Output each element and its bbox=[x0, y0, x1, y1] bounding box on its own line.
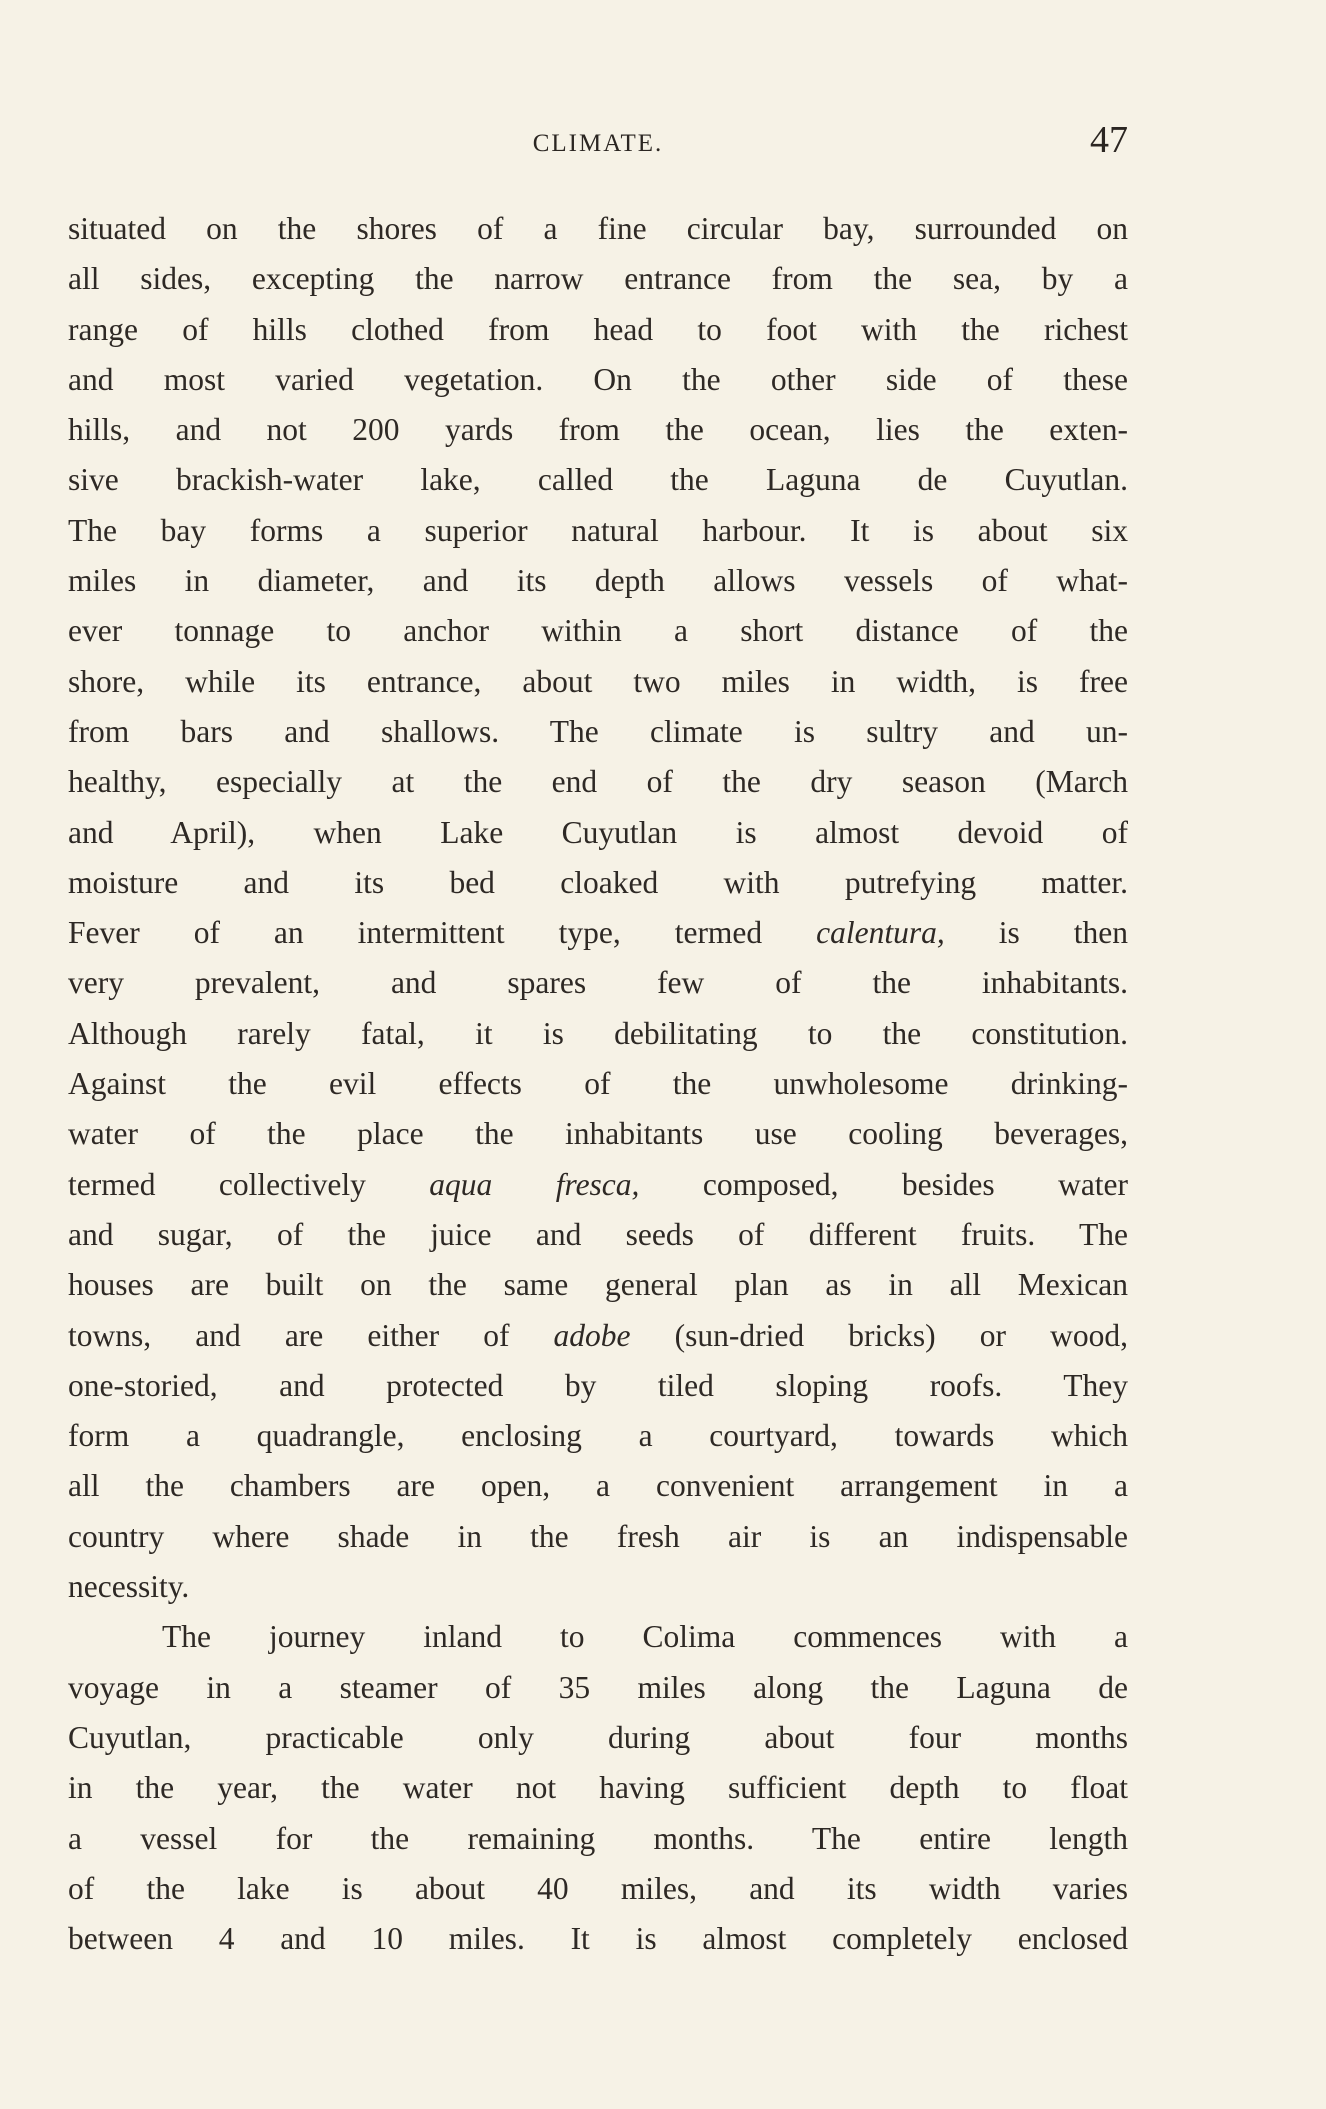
text-line: healthy, especially at the end of the dry season (March bbox=[68, 764, 1128, 800]
page-header bbox=[68, 118, 1128, 168]
text-line: The bay forms a superior natural harbour. It is about six bbox=[68, 512, 1128, 548]
text-line: hills, and not 200 yards from the ocean, lies the exten- bbox=[68, 412, 1128, 448]
running-title: CLIMATE. bbox=[532, 130, 664, 157]
text-line: voyage in a steamer of 35 miles along the Laguna de bbox=[68, 1669, 1128, 1705]
text-run: towns, and are either of bbox=[68, 1317, 554, 1353]
text-line: and sugar, of the juice and seeds of different fruits. The bbox=[68, 1216, 1128, 1252]
italic-term-adobe: adobe bbox=[553, 1317, 631, 1353]
text-line: of the lake is about 40 miles, and its width varies bbox=[68, 1870, 1128, 1906]
text-line: Although rarely fatal, it is debilitating to the constitution. bbox=[68, 1015, 1128, 1051]
text-line: from bars and shallows. The climate is sultry and un- bbox=[68, 713, 1128, 749]
text-line: miles in diameter, and its depth allows vessels of what- bbox=[68, 563, 1128, 599]
text-line: situated on the shores of a fine circular bay, surrounded on bbox=[68, 211, 1128, 246]
text-line: ever tonnage to anchor within a short distance of the bbox=[68, 613, 1128, 649]
text-line: Against the evil effects of the unwholesome drinking- bbox=[68, 1066, 1128, 1102]
page-number: 47 bbox=[1090, 119, 1128, 161]
text-line: and most varied vegetation. On the other side of these bbox=[68, 361, 1128, 397]
text-line: a vessel for the remaining months. The entire length bbox=[68, 1820, 1128, 1856]
text-line: The journey inland to Colima commences with a bbox=[162, 1619, 1128, 1655]
text-line: Cuyutlan, practicable only during about four months bbox=[68, 1719, 1128, 1755]
text-line: shore, while its entrance, about two miles in width, is free bbox=[68, 663, 1128, 699]
text-line: all sides, excepting the narrow entrance from the sea, by a bbox=[68, 261, 1128, 297]
text-run: (sun-dried bricks) or wood, bbox=[630, 1317, 1128, 1353]
italic-term-calentura: calentura, bbox=[816, 915, 945, 951]
text-line: houses are built on the same general plan as in all Mexican bbox=[68, 1267, 1128, 1303]
text-line: necessity. bbox=[68, 1569, 190, 1605]
text-line: country where shade in the fresh air is an indispensable bbox=[68, 1518, 1128, 1554]
text-line: one-storied, and protected by tiled sloping roofs. They bbox=[68, 1367, 1128, 1403]
text-line bbox=[68, 1160, 1128, 1210]
text-run: Fever of an intermittent type, termed bbox=[68, 915, 817, 951]
text-line: sive brackish-water lake, called the Laguna de Cuyutlan. bbox=[68, 462, 1128, 498]
text-run: composed, besides water bbox=[639, 1166, 1128, 1202]
text-line: and April), when Lake Cuyutlan is almost devoid of bbox=[68, 814, 1128, 850]
text-line: moisture and its bed cloaked with putrefying matter. bbox=[68, 864, 1128, 900]
text-line: range of hills clothed from head to foot with the richest bbox=[68, 311, 1128, 347]
text-line: in the year, the water not having sufficient depth to float bbox=[68, 1770, 1128, 1806]
body-text bbox=[68, 204, 1128, 1964]
text-line bbox=[68, 908, 1128, 958]
text-run: termed collectively bbox=[68, 1166, 430, 1202]
text-line bbox=[68, 1311, 1128, 1361]
text-line: all the chambers are open, a convenient arrangement in a bbox=[68, 1468, 1128, 1504]
text-run: is then bbox=[944, 915, 1128, 951]
text-line: form a quadrangle, enclosing a courtyard, towards which bbox=[68, 1418, 1128, 1454]
text-line: between 4 and 10 miles. It is almost completely enclosed bbox=[68, 1921, 1128, 1957]
text-line: water of the place the inhabitants use cooling beverages, bbox=[68, 1116, 1128, 1152]
text-line: very prevalent, and spares few of the inhabitants. bbox=[68, 965, 1128, 1001]
italic-term-aqua-fresca: aqua fresca, bbox=[429, 1166, 640, 1202]
